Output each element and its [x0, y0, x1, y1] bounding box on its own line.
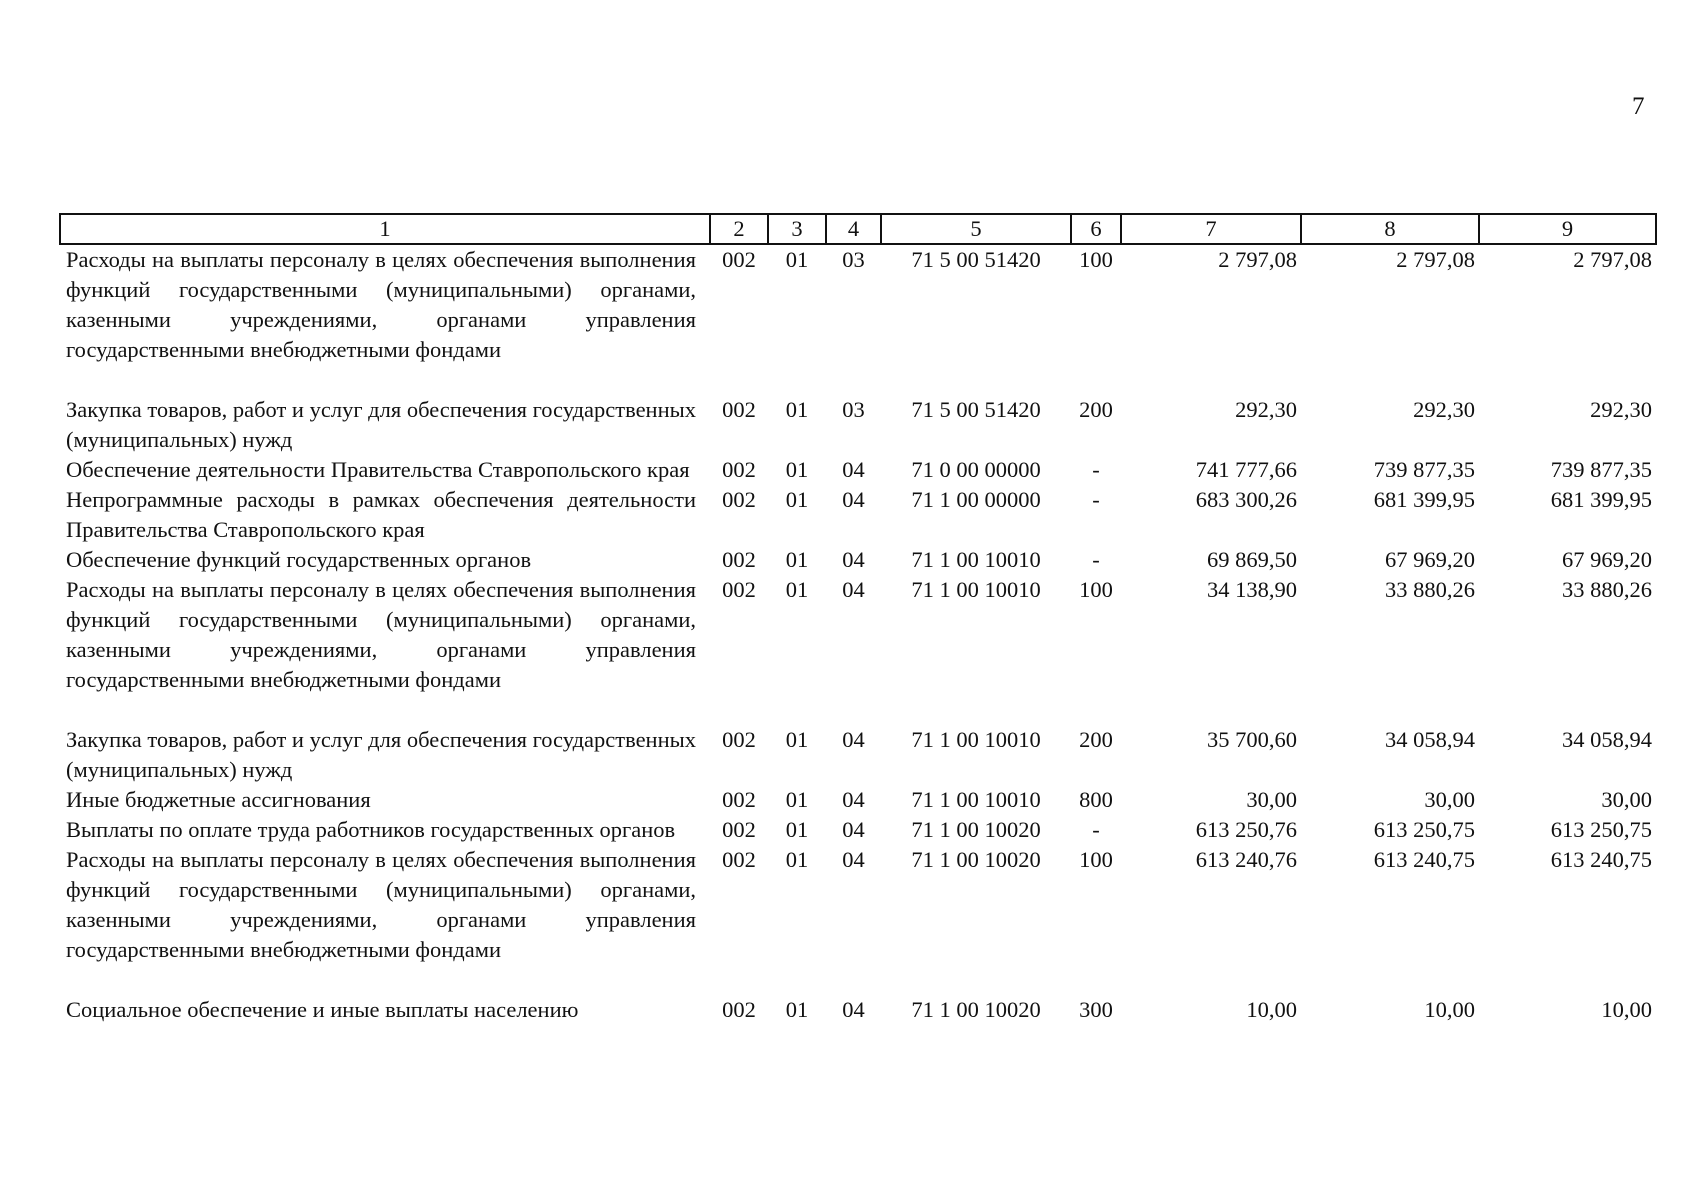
header-cell-9: 9 [1479, 214, 1656, 244]
row-amount-9-cell: 292,30 [1590, 397, 1652, 422]
row-code-3-cell: 01 [785, 247, 809, 272]
row-code-4-cell: 04 [842, 847, 865, 872]
table-row [60, 815, 1656, 845]
page-number: 7 [1632, 93, 1645, 120]
budget-table [59, 213, 1657, 1025]
row-amount-7-cell: 613 250,76 [1195, 817, 1297, 842]
row-code-3-cell: 01 [785, 997, 809, 1022]
header-cell-1: 1 [60, 214, 710, 244]
row-amount-8-cell: 739 877,35 [1373, 457, 1475, 482]
row-code-5-cell: 71 1 00 10010 [911, 577, 1041, 602]
row-name-cell: Иные бюджетные ассигнования [66, 787, 371, 812]
table-row [60, 455, 1656, 485]
row-code-5-cell: 71 1 00 10010 [911, 727, 1041, 752]
row-code-3-cell: 01 [785, 847, 809, 872]
row-code-5-cell: 71 5 00 51420 [911, 397, 1041, 422]
table-row [60, 785, 1656, 815]
row-name-cell: Расходы на выплаты персоналу в целях обеспечения выполнения функций государственными (муниципальными) органами, казенными учреждениями, органами управления государственными внебюджетными фондами [66, 847, 696, 962]
row-amount-9-cell: 681 399,95 [1550, 487, 1652, 512]
row-code-6-cell: 100 [1079, 577, 1113, 602]
row-amount-7-cell: 292,30 [1235, 397, 1297, 422]
row-amount-8-cell: 67 969,20 [1385, 547, 1475, 572]
row-code-2-cell: 002 [722, 817, 756, 842]
row-amount-9-cell: 30,00 [1601, 787, 1652, 812]
row-code-2-cell: 002 [722, 487, 756, 512]
table-header [60, 214, 1656, 244]
row-amount-9-cell: 739 877,35 [1550, 457, 1652, 482]
header-cell-3: 3 [768, 214, 826, 244]
row-code-6-cell: - [1092, 487, 1100, 512]
header-cell-7: 7 [1121, 214, 1301, 244]
row-amount-8-cell: 292,30 [1413, 397, 1475, 422]
row-amount-7-cell: 683 300,26 [1195, 487, 1297, 512]
row-code-2-cell: 002 [722, 847, 756, 872]
row-code-6-cell: - [1092, 817, 1100, 842]
row-code-5-cell: 71 1 00 10020 [911, 997, 1041, 1022]
row-amount-7-cell: 69 869,50 [1207, 547, 1297, 572]
table-row [60, 725, 1656, 785]
row-amount-8-cell: 2 797,08 [1396, 247, 1475, 272]
row-code-4-cell: 03 [842, 397, 865, 422]
header-cell-4: 4 [826, 214, 881, 244]
row-code-4-cell: 04 [842, 787, 865, 812]
row-amount-7-cell: 613 240,76 [1195, 847, 1297, 872]
row-amount-7-cell: 34 138,90 [1207, 577, 1297, 602]
row-code-6-cell: 100 [1079, 247, 1113, 272]
table-row [60, 575, 1656, 725]
row-name-cell: Обеспечение деятельности Правительства Ставропольского края [66, 457, 690, 482]
row-amount-9-cell: 33 880,26 [1562, 577, 1652, 602]
header-cell-6: 6 [1071, 214, 1121, 244]
row-code-2-cell: 002 [722, 787, 756, 812]
row-code-4-cell: 04 [842, 577, 865, 602]
row-code-4-cell: 04 [842, 457, 865, 482]
row-amount-8-cell: 30,00 [1424, 787, 1475, 812]
row-code-3-cell: 01 [785, 547, 809, 572]
row-amount-8-cell: 10,00 [1424, 997, 1475, 1022]
row-code-2-cell: 002 [722, 727, 756, 752]
row-code-5-cell: 71 0 00 00000 [911, 457, 1041, 482]
row-code-6-cell: 100 [1079, 847, 1113, 872]
row-amount-9-cell: 613 240,75 [1550, 847, 1652, 872]
header-cell-2: 2 [710, 214, 768, 244]
row-name-cell: Закупка товаров, работ и услуг для обеспечения государственных (муниципальных) нужд [66, 397, 697, 452]
row-code-5-cell: 71 1 00 10010 [911, 787, 1041, 812]
row-name-cell: Обеспечение функций государственных органов [66, 547, 532, 572]
row-name-cell: Расходы на выплаты персоналу в целях обеспечения выполнения функций государственными (муниципальными) органами, казенными учреждениями, органами управления государственными внебюджетными фондами [66, 247, 696, 362]
row-amount-9-cell: 10,00 [1601, 997, 1652, 1022]
row-amount-8-cell: 613 250,75 [1373, 817, 1475, 842]
row-name-cell: Выплаты по оплате труда работников государственных органов [66, 817, 676, 842]
table-row [60, 995, 1656, 1025]
row-amount-7-cell: 30,00 [1246, 787, 1297, 812]
row-code-3-cell: 01 [785, 787, 809, 812]
row-code-6-cell: - [1092, 547, 1100, 572]
row-code-6-cell: 200 [1079, 727, 1113, 752]
header-cell-5: 5 [881, 214, 1071, 244]
row-amount-9-cell: 67 969,20 [1562, 547, 1652, 572]
table-row [60, 485, 1656, 545]
table-body [60, 244, 1656, 1025]
row-code-6-cell: 200 [1079, 397, 1113, 422]
row-amount-7-cell: 2 797,08 [1218, 247, 1297, 272]
row-code-4-cell: 04 [842, 547, 865, 572]
row-code-2-cell: 002 [722, 247, 756, 272]
row-code-4-cell: 04 [842, 487, 865, 512]
row-code-6-cell: 800 [1079, 787, 1113, 812]
row-code-4-cell: 04 [842, 817, 865, 842]
row-amount-8-cell: 681 399,95 [1373, 487, 1475, 512]
row-code-4-cell: 04 [842, 727, 865, 752]
row-code-3-cell: 01 [785, 397, 809, 422]
row-amount-9-cell: 2 797,08 [1573, 247, 1652, 272]
row-code-3-cell: 01 [785, 727, 809, 752]
row-amount-8-cell: 34 058,94 [1385, 727, 1475, 752]
row-name-cell: Социальное обеспечение и иные выплаты населению [66, 997, 579, 1022]
table-row [60, 845, 1656, 995]
row-code-3-cell: 01 [785, 577, 809, 602]
row-amount-7-cell: 741 777,66 [1195, 457, 1297, 482]
row-amount-8-cell: 33 880,26 [1385, 577, 1475, 602]
row-code-3-cell: 01 [785, 817, 809, 842]
row-amount-9-cell: 613 250,75 [1550, 817, 1652, 842]
row-amount-9-cell: 34 058,94 [1562, 727, 1652, 752]
row-code-2-cell: 002 [722, 547, 756, 572]
table-row [60, 395, 1656, 455]
row-amount-8-cell: 613 240,75 [1373, 847, 1475, 872]
row-code-2-cell: 002 [722, 997, 756, 1022]
row-code-5-cell: 71 1 00 10010 [911, 547, 1041, 572]
row-amount-7-cell: 10,00 [1246, 997, 1297, 1022]
row-code-3-cell: 01 [785, 457, 809, 482]
row-code-6-cell: - [1092, 457, 1100, 482]
row-code-4-cell: 03 [842, 247, 865, 272]
row-code-5-cell: 71 1 00 10020 [911, 847, 1041, 872]
row-code-5-cell: 71 1 00 00000 [911, 487, 1041, 512]
row-code-3-cell: 01 [785, 487, 809, 512]
row-name-cell: Расходы на выплаты персоналу в целях обеспечения выполнения функций государственными (муниципальными) органами, казенными учреждениями, органами управления государственными внебюджетными фондами [66, 577, 696, 692]
row-code-4-cell: 04 [842, 997, 865, 1022]
row-code-2-cell: 002 [722, 457, 756, 482]
header-cell-8: 8 [1301, 214, 1479, 244]
table-row [60, 244, 1656, 395]
row-name-cell: Непрограммные расходы в рамках обеспечения деятельности Правительства Ставропольского края [66, 487, 696, 542]
row-code-2-cell: 002 [722, 577, 756, 602]
row-name-cell: Закупка товаров, работ и услуг для обеспечения государственных (муниципальных) нужд [66, 727, 697, 782]
row-code-2-cell: 002 [722, 397, 756, 422]
row-code-6-cell: 300 [1079, 997, 1113, 1022]
row-code-5-cell: 71 1 00 10020 [911, 817, 1041, 842]
table-row [60, 545, 1656, 575]
row-amount-7-cell: 35 700,60 [1207, 727, 1297, 752]
row-code-5-cell: 71 5 00 51420 [911, 247, 1041, 272]
header-row [60, 214, 1656, 244]
